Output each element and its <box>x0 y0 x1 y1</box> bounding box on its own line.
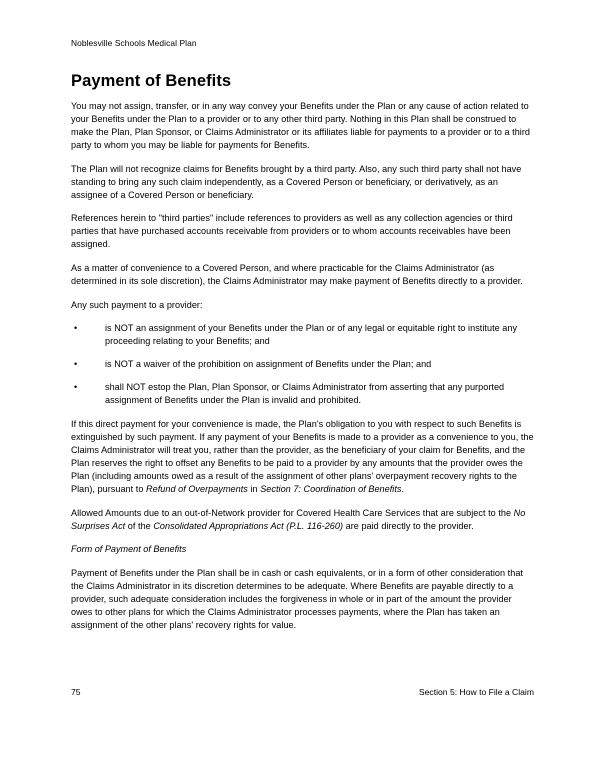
paragraph-4: As a matter of convenience to a Covered Person, and where practicable for the Claims Administrator (as determined in its sole discretion), the Claims Administrator may make payment of Benefits directly to a provider. <box>71 262 523 287</box>
paragraph-7 <box>71 507 535 533</box>
running-header: Noblesville Schools Medical Plan <box>71 38 197 48</box>
paragraph-6-text-b: in <box>247 484 261 495</box>
sub-heading-form-of-payment: Form of Payment of Benefits <box>71 544 187 555</box>
reference-no-surprises-act: No Surprises Act <box>71 507 526 531</box>
reference-refund-of-overpayments: Refund of Overpayments <box>146 484 248 495</box>
footer-section-reference: Section 5: How to File a Claim <box>418 687 534 697</box>
paragraph-final: Payment of Benefits under the Plan shall be in cash or cash equivalents, or in a form of other consideration that the Claims Administrator in its discretion determines to be adequate. Where Benefits are payable directly to a provider, such adequate consideration includes the forgiveness in whole or in part of the amount the provider owes to other plans for which the Claims Administrator processes payments, where the Plan has taken an assignment of the other plans' recovery rights for value. <box>71 567 523 630</box>
page-footer <box>71 686 534 698</box>
bullet-icon: • <box>74 323 78 334</box>
list-item-label: is NOT a waiver of the prohibition on assignment of Benefits under the Plan; and <box>105 359 432 370</box>
paragraph-2: The Plan will not recognize claims for Benefits brought by a third party. Also, any such third party shall not have standing to bring any such claim independently, as a Covered Person or beneficiary, or derivatively, as an assignee of a Covered Person or beneficiary. <box>71 163 522 200</box>
reference-consolidated-appropriations-act: Consolidated Appropriations Act (P.L. 116-260) <box>153 520 344 531</box>
paragraph-6-text-a: If this direct payment for your convenience is made, the Plan's obligation to you with respect to such Benefits is extinguished by such payment. If any payment of your Benefits is made to a provider as a convenience to you, the Claims Administrator will treat you, rather than the provider, as the beneficiary of your claim for Benefits, and the Plan reserves the right to offset any Benefits to be paid to a provider by any amounts that the provider owes the Plan (including amounts owed as a result of the assignment of other plans' overpayment recovery rights to the Plan), pursuant to <box>71 418 534 495</box>
list-item <box>71 358 535 371</box>
paragraph-6-text-c: . <box>401 484 405 495</box>
list-item <box>71 322 535 348</box>
reference-section-7: Section 7: Coordination of Benefits <box>260 484 402 495</box>
paragraph-7-text-b: of the <box>125 520 154 531</box>
list-item-label: is NOT an assignment of your Benefits under the Plan or of any legal or equitable right to institute any proceeding relating to your Benefits; and <box>105 323 518 347</box>
paragraph-1: You may not assign, transfer, or in any way convey your Benefits under the Plan or any cause of action related to your Benefits under the Plan to a provider or to any other third party. Nothing in this Plan shall be construed to make the Plan, Plan Sponsor, or Claims Administrator or its affiliates liable for payments to a provider or to a third party to whom you may be liable for payments for Benefits. <box>71 101 531 151</box>
bullet-icon: • <box>74 382 78 393</box>
list-item-label: shall NOT estop the Plan, Plan Sponsor, or Claims Administrator from asserting that any purported assignment of Benefits under the Plan is invalid and prohibited. <box>105 382 505 406</box>
page-title: Payment of Benefits <box>71 72 232 90</box>
bullet-icon: • <box>74 359 78 370</box>
payment-conditions-list <box>71 322 535 407</box>
paragraph-7-text-a: Allowed Amounts due to an out-of-Network provider for Covered Health Care Services that are subject to the <box>71 507 514 518</box>
paragraph-7-text-c: are paid directly to the provider. <box>343 520 474 531</box>
paragraph-5-lead-in: Any such payment to a provider: <box>71 299 203 310</box>
list-item <box>71 381 535 407</box>
page-content <box>71 0 535 643</box>
footer-page-number: 75 <box>71 687 81 697</box>
paragraph-6 <box>71 418 535 496</box>
paragraph-3: References herein to "third parties" include references to providers as well as any collection agencies or third parties that have purchased accounts receivable from providers or to whom accounts receivables have been assigned. <box>71 213 513 250</box>
